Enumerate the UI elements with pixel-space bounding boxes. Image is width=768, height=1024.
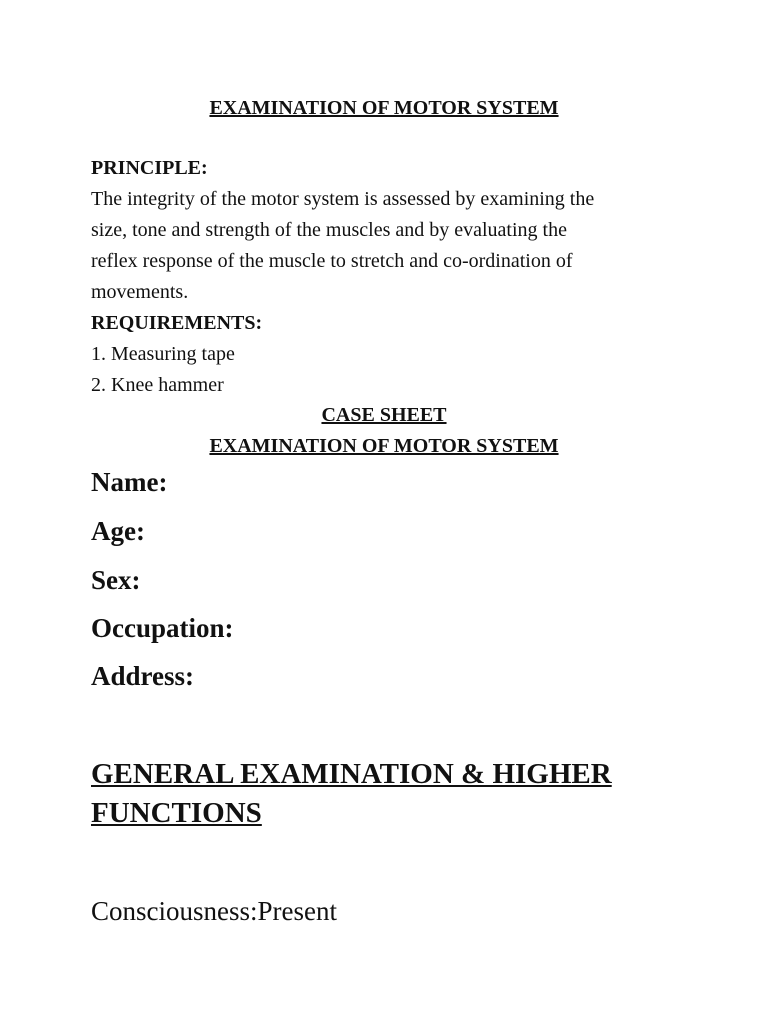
case-sheet-title: CASE SHEET	[321, 404, 447, 426]
requirements-item: 2. Knee hammer	[91, 374, 224, 396]
consciousness-text: Consciousness:Present	[91, 896, 337, 926]
principle-line-1: The integrity of the motor system is assessed by examining the	[91, 188, 595, 210]
principle-line-4: movements.	[91, 281, 189, 303]
document-title: EXAMINATION OF MOTOR SYSTEM	[209, 97, 559, 119]
principle-section	[91, 153, 691, 401]
case-sheet-subtitle: EXAMINATION OF MOTOR SYSTEM	[209, 435, 559, 457]
principle-line-2: size, tone and strength of the muscles and by evaluating the	[91, 219, 567, 241]
principle-line-3: reflex response of the muscle to stretch and co-ordination of	[91, 250, 573, 272]
sex-field-label: Sex:	[91, 565, 141, 595]
requirements-list	[91, 339, 691, 401]
requirements-heading: REQUIREMENTS:	[91, 312, 263, 334]
occupation-field-label: Occupation:	[91, 613, 234, 643]
age-field-label: Age:	[91, 516, 145, 546]
general-examination-heading	[91, 755, 711, 833]
general-examination-heading-line-2: FUNCTIONS	[91, 797, 262, 829]
principle-heading: PRINCIPLE:	[91, 157, 208, 179]
name-field-label: Name:	[91, 467, 168, 497]
general-examination-heading-line-1: GENERAL EXAMINATION & HIGHER	[91, 758, 612, 790]
address-field-label: Address:	[91, 661, 195, 691]
requirements-item: 1. Measuring tape	[91, 343, 235, 365]
